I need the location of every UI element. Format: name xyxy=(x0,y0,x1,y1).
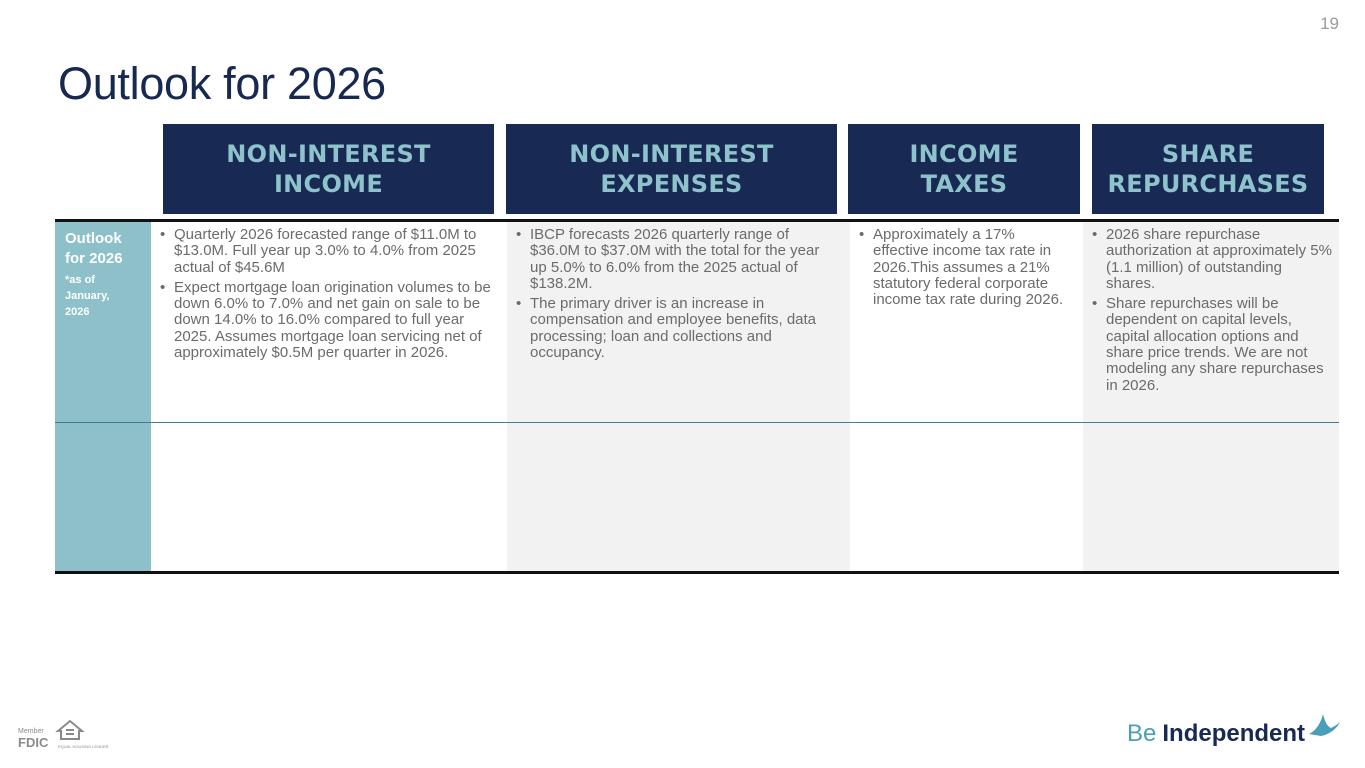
row-header-note: *as of January, 2026 xyxy=(65,274,110,318)
cell-income-taxes xyxy=(859,227,1071,312)
bullet-item: • IBCP forecasts 2026 quarterly range of $36.0M to $37.0M with the total for the year up 5.0% to 6.0% from the 2025 actual of $138.2M. xyxy=(516,227,836,292)
fdic-equal-housing-logo xyxy=(18,719,109,751)
bullet-item: • Expect mortgage loan origination volumes to be down 6.0% to 7.0% and net gain on sale to be down 14.0% to 16.0% compared to full year 2025. Assumes mortgage loan servicing net of approximately $0.5M per quarter in 2026. xyxy=(160,280,498,361)
column-header-income-taxes: INCOME TAXES xyxy=(848,124,1080,214)
fdic-text: FDIC xyxy=(18,735,49,750)
cell-non-interest-income xyxy=(160,227,498,365)
row-header-label: Outlook for 2026 xyxy=(65,230,123,267)
cell-non-interest-expenses xyxy=(516,227,836,365)
cell-share-repurchases xyxy=(1092,227,1332,398)
bullet-item: • Share repurchases will be dependent on capital levels, capital allocation options and share price trends. We are not modeling any share repurchases in 2026. xyxy=(1092,296,1332,394)
table-top-rule xyxy=(55,219,1339,222)
bullet-item: • Quarterly 2026 forecasted range of $11.0M to $13.0M. Full year up 3.0% to 4.0% from 2025 actual of $45.6M xyxy=(160,227,498,276)
brand-be: Be xyxy=(1127,720,1157,747)
page-title: Outlook for 2026 xyxy=(58,58,386,109)
brand-logo xyxy=(1127,712,1341,748)
fdic-member-text: Member xyxy=(18,728,44,735)
brand-independent: Independent xyxy=(1162,720,1306,747)
equal-housing-text: EQUAL HOUSING LENDER xyxy=(58,744,109,749)
column-header-non-interest-expenses: NON-INTEREST EXPENSES xyxy=(506,124,837,214)
page-number: 19 xyxy=(1320,14,1339,33)
column-header-share-repurchases: SHARE REPURCHASES xyxy=(1092,124,1324,214)
column-header-non-interest-income: NON-INTEREST INCOME xyxy=(163,124,494,214)
bird-icon xyxy=(1307,712,1341,742)
bullet-item: • The primary driver is an increase in compensation and employee benefits, data processing; loan and collections and occupancy. xyxy=(516,296,836,361)
table-bottom-rule xyxy=(55,571,1339,574)
bullet-item: • Approximately a 17% effective income tax rate in 2026.This assumes a 21% statutory federal corporate income tax rate during 2026. xyxy=(859,227,1071,308)
table-row-divider xyxy=(55,422,1339,423)
equal-housing-icon xyxy=(58,721,82,739)
bullet-item: • 2026 share repurchase authorization at approximately 5% (1.1 million) of outstanding shares. xyxy=(1092,227,1332,292)
